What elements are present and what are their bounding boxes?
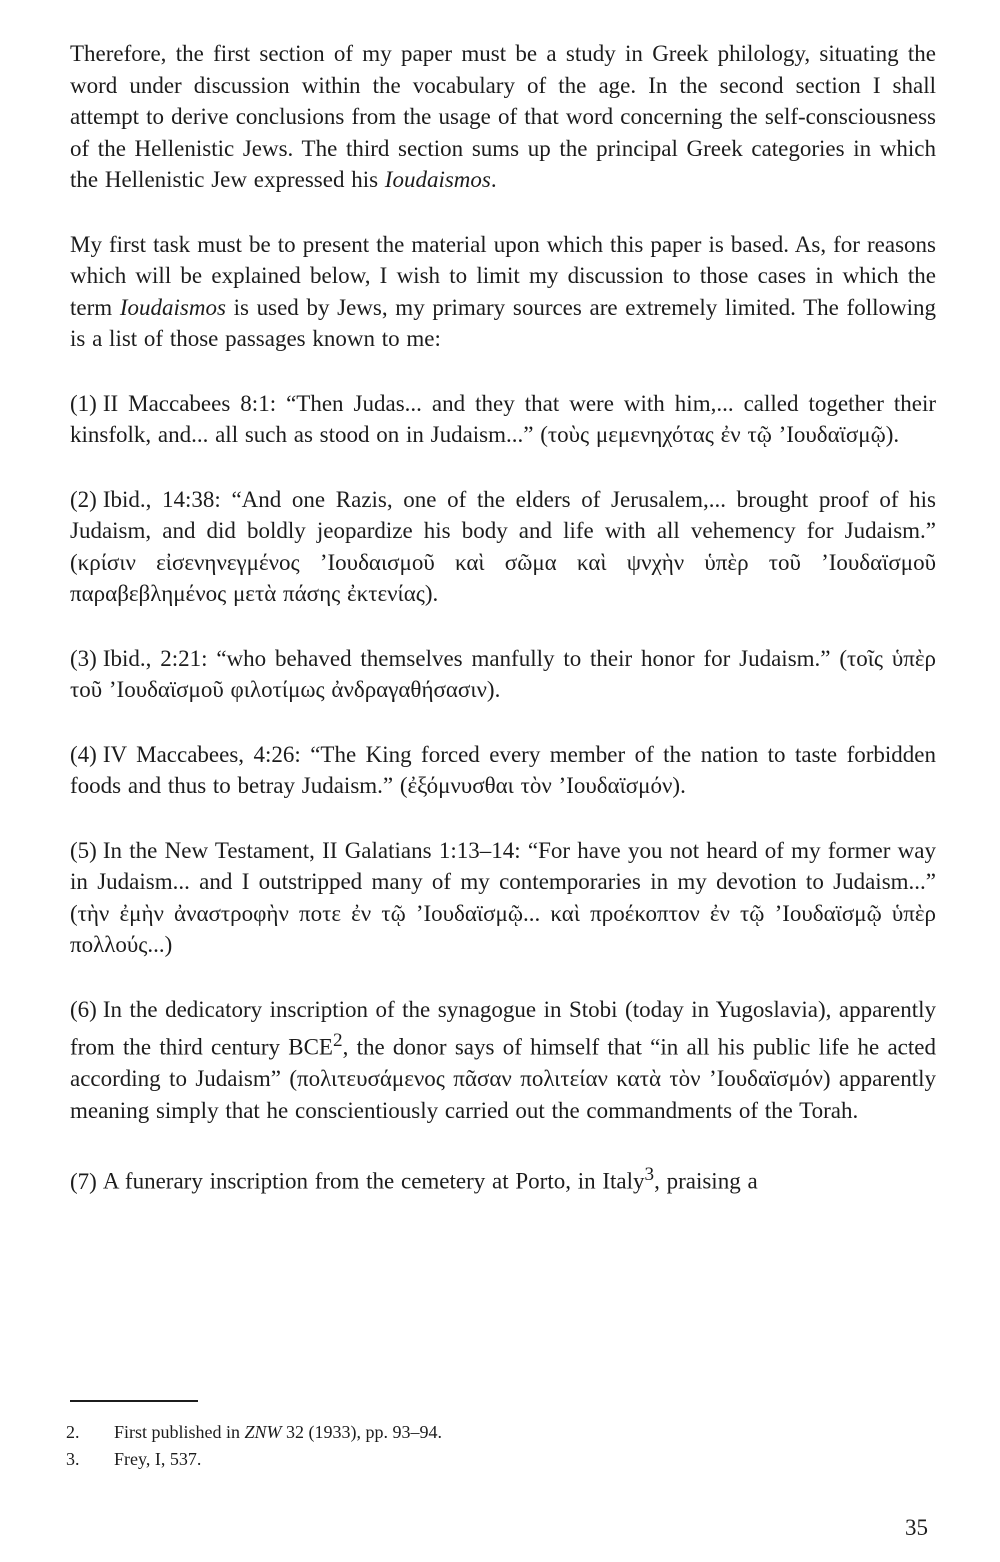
footnote xyxy=(66,1446,766,1473)
list-text: In the dedicatory inscription of the synagogue in Stobi (today in Yugoslavia), apparently from the third century BCE xyxy=(70,996,936,1060)
footnote-ref: 2 xyxy=(332,1030,343,1051)
footnote-text xyxy=(114,1419,442,1446)
page-number: 35 xyxy=(905,1515,928,1540)
list-number: (7) xyxy=(70,1168,97,1194)
list-text: Ibid., 2:21: “who behaved themselves manfully to their honor for Judaism.” (τοῖς ὑπὲρ τοῦ ’Ιουδαϊσμοῦ φιλοτίμως ἀνδραγαθήσασιν). xyxy=(70,645,936,702)
footnote-text-part: 32 (1933), pp. 93–94. xyxy=(281,1422,443,1442)
italic-term: Ioudaismos xyxy=(384,167,491,192)
list-item-6 xyxy=(70,994,936,1127)
list-text: A funerary inscription from the cemetery at Porto, in Italy xyxy=(102,1168,645,1194)
footnotes xyxy=(66,1419,766,1473)
footnote-divider xyxy=(70,1400,198,1402)
italic-term: Ioudaismos xyxy=(119,294,226,320)
list-item-1 xyxy=(70,388,936,451)
list-number: (4) xyxy=(70,741,97,767)
main-text xyxy=(70,38,936,1230)
list-text: IV Maccabees, 4:26: “The King forced every member of the nation to taste forbidden foods and thus to betray Judaism.” (ἐξόμνυσθαι τὸν ’Ιουδαϊσμόν). xyxy=(70,741,936,798)
list-number: (3) xyxy=(70,645,97,671)
list-number: (6) xyxy=(70,996,97,1022)
paragraph-text: . xyxy=(490,167,497,192)
list-item-4 xyxy=(70,739,936,802)
paragraph-text: My first task must be to present the material upon which this paper is based. As, for reasons which will be explained below, I wish to limit my discussion to those cases in which the term xyxy=(70,231,936,320)
list-number: (5) xyxy=(70,837,97,863)
list-text: II Maccabees 8:1: “Then Judas... and they that were with him,... called together their kinsfolk, and... all such as stood on in Judaism...” (τοὺς μεμενηχότας ἐν τῷ ’Ιουδαϊσμῷ). xyxy=(70,390,936,447)
list-text: Ibid., 14:38: “And one Razis, one of the elders of Jerusalem,... brought proof of his Judaism, and did boldly jeopardize his body and life with all vehemency for Judaism.” (κρίσιν εἰσενηνεγμένος ’Ιουδαισμοῦ καὶ σῶμα καὶ ψνχὴν ὑπὲρ τοῦ ’Ιουδαϊσμοῦ παραβεβλημένος μετὰ πάσης ἐκτενίας). xyxy=(70,486,936,606)
list-number: (1) xyxy=(70,390,97,416)
list-text: In the New Testament, II Galatians 1:13–14: “For have you not heard of my former way in Judaism... and I outstripped many of my contemporaries in my devotion to Judaism...” (τὴν ἐμὴν ἀναστροφὴν ποτε ἐν τῷ ’Ιουδαϊσμῷ... καὶ προέκοπτον ἐν τῷ ’Ιουδαϊσμῷ ὑπὲρ πολλούς...) xyxy=(70,837,936,957)
list-item-3 xyxy=(70,643,936,706)
list-item-5 xyxy=(70,835,936,961)
footnote-number: 2. xyxy=(66,1422,80,1442)
footnote-text-part: First published in xyxy=(114,1422,245,1442)
list-number: (2) xyxy=(70,486,97,512)
footnote-number: 3. xyxy=(66,1449,80,1469)
paragraph-intro xyxy=(70,38,936,196)
paragraph-text: Therefore, the first section of my paper must be a study in Greek philology, situating the word under discussion within the vocabulary of the age. In the second section I shall attempt to derive conclusions from the usage of that word concerning the self-consciousness of the Hellenistic Jews. The third section sums up the principal Greek categories in which the Hellenistic Jew expressed his xyxy=(70,41,936,192)
list-text: , praising a xyxy=(654,1168,758,1194)
footnote xyxy=(66,1419,766,1446)
paragraph-text: is used by Jews, my primary sources are extremely limited. The following is a list of those passages known to me: xyxy=(70,294,936,351)
list-text: , the donor says of himself that “in all his public life he acted according to Judaism” (πολιτευσάμενος πᾶσαν πολιτείαν κατὰ τὸν ’Ιουδαϊσμόν) apparently meaning simply that he conscientiously carried out the commandments of the Torah. xyxy=(70,1034,936,1123)
footnote-ref: 3 xyxy=(644,1164,655,1186)
list-item-7 xyxy=(70,1159,936,1197)
journal-abbrev: ZNW xyxy=(244,1422,282,1442)
list-item-2 xyxy=(70,484,936,610)
paragraph-task xyxy=(70,229,936,355)
footnote-text: Frey, I, 537. xyxy=(114,1449,202,1469)
